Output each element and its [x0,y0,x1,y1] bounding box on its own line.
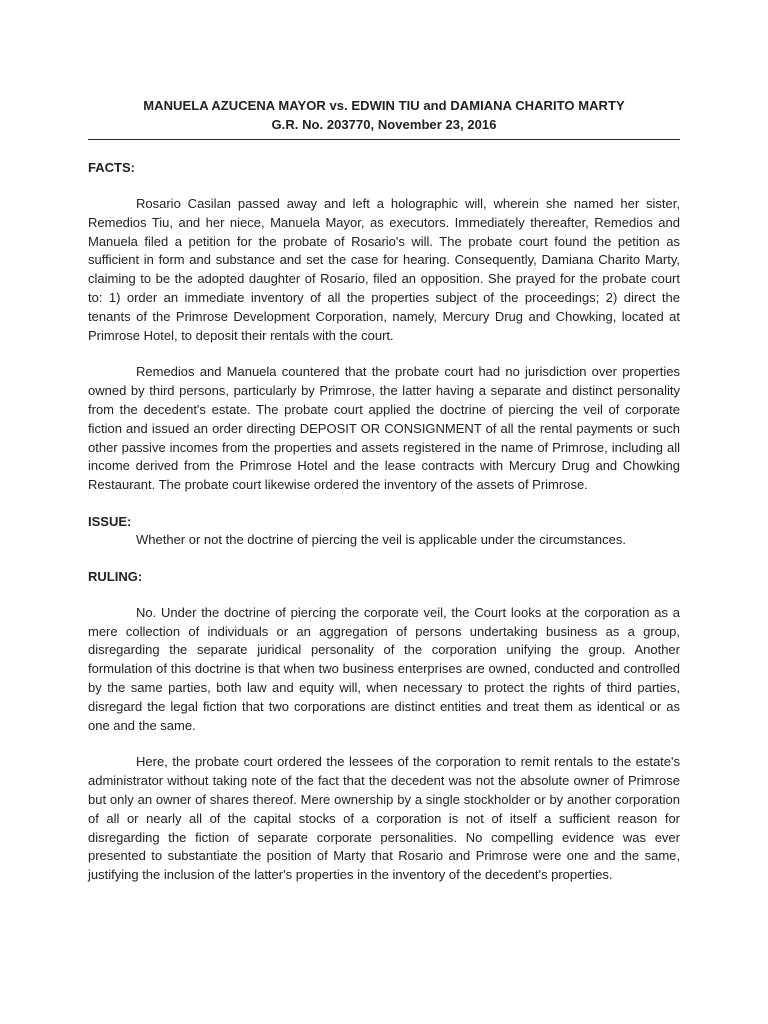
case-title [88,96,680,134]
case-title-parties: MANUELA AZUCENA MAYOR vs. EDWIN TIU and DAMIANA CHARITO MARTY [143,98,625,113]
title-divider [88,139,680,140]
issue-text: Whether or not the doctrine of piercing the veil is applicable under the circumstances. [136,531,626,547]
facts-paragraph-1: Rosario Casilan passed away and left a holographic will, wherein she named her sister, Remedios Tiu, and her niece, Manuela Mayor, as executors. Immediately thereafter, Remedios and Manuela filed a petition for the probate of Rosario's will. The probate court found the petition as sufficient in form and substance and set the case for hearing. Consequently, Damiana Charito Marty, claiming to be the adopted daughter of Rosario, filed an opposition. She prayed for the probate court to: 1) order an immediate inventory of all the properties subject of the proceedings; 2) direct the tenants of the Primrose Development Corporation, namely, Mercury Drug and Chowking, located at Primrose Hotel, to deposit their rentals with the court. [88,196,680,343]
ruling-paragraph-1: No. Under the doctrine of piercing the corporate veil, the Court looks at the corporation as a mere collection of individuals or an aggregation of persons undertaking business as a group, disregarding the separate juridical personality of the corporation unifying the group. Another formulation of this doctrine is that when two business enterprises are owned, conducted and controlled by the same parties, both law and equity will, when necessary to protect the rights of third parties, disregard the legal fiction that two corporations are distinct entities and treat them as identical or as one and the same. [88,604,680,733]
ruling-heading: RULING: [88,568,143,584]
facts-heading: FACTS: [88,160,135,175]
ruling-paragraph-2: Here, the probate court ordered the lessees of the corporation to remit rentals to the estate's administrator without taking note of the fact that the decedent was not the absolute owner of Primrose but only an owner of shares thereof. Mere ownership by a single stockholder or by another corporation of all or nearly all of the capital stocks of a corporation is not of itself a sufficient reason for disregarding the fiction of separate corporate personalities. No compelling evidence was ever presented to substantiate the position of Marty that Rosario and Primrose were one and the same, justifying the inclusion of the latter's properties in the inventory of the decedent's properties. [88,754,680,883]
facts-paragraph-2: Remedios and Manuela countered that the probate court had no jurisdiction over properties owned by third persons, particularly by Primrose, the latter having a separate and distinct personality from the decedent's estate. The probate court applied the doctrine of piercing the veil of corporate fiction and issued an order directing DEPOSIT OR CONSIGNMENT of all the rental payments or such other passive incomes from the properties and assets registered in the name of Primrose, including all income derived from the Primrose Hotel and the lease contracts with Mercury Drug and Chowking Restaurant. The probate court likewise ordered the inventory of the assets of Primrose. [88,364,680,493]
case-title-citation: G.R. No. 203770, November 23, 2016 [271,117,497,132]
issue-heading: ISSUE: [88,513,132,529]
document-page [88,0,680,1024]
